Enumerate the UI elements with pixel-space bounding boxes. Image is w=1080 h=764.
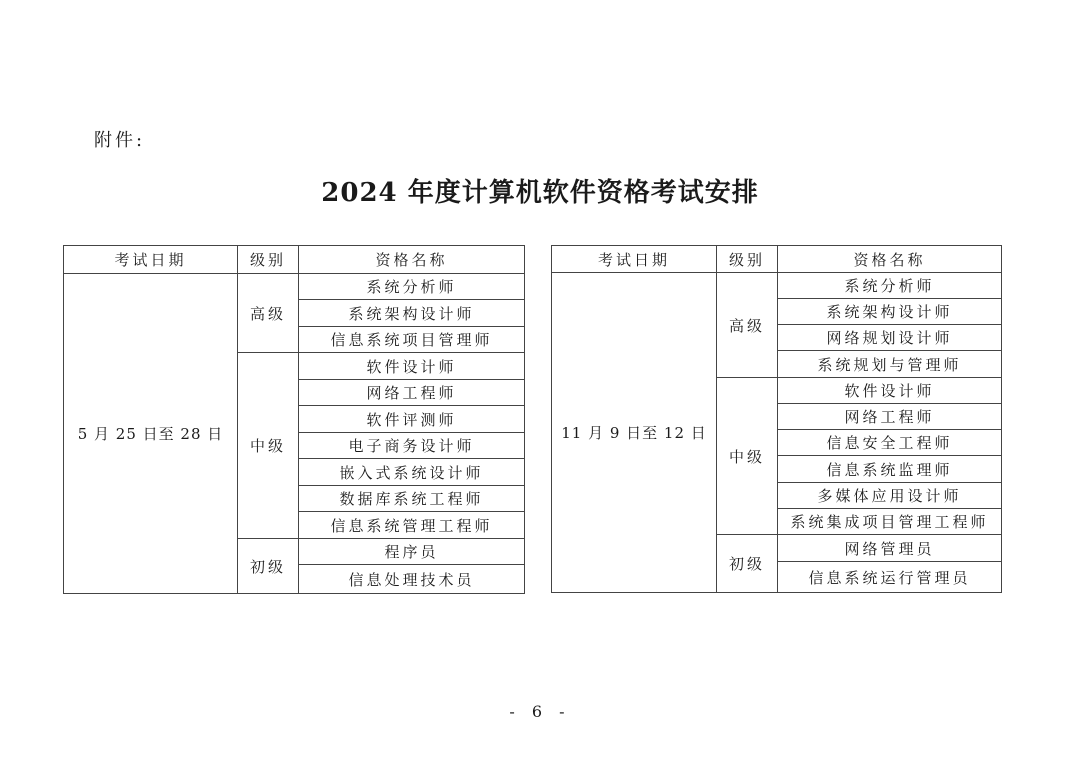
level-cell-junior: 初级 xyxy=(717,535,778,593)
qualification-name-cell: 信息系统项目管理师 xyxy=(299,327,525,353)
exam-schedule-table-first-half xyxy=(63,245,525,594)
qualification-name-cell: 系统架构设计师 xyxy=(299,300,525,327)
qualification-name-cell: 系统分析师 xyxy=(778,273,1002,299)
header-exam-date: 考试日期 xyxy=(64,246,238,274)
qualification-name-cell: 程序员 xyxy=(299,539,525,565)
header-level: 级别 xyxy=(717,246,778,273)
qualification-name-cell: 信息处理技术员 xyxy=(299,565,525,594)
attachment-label: 附件: xyxy=(94,130,146,151)
level-cell-intermediate: 中级 xyxy=(238,353,299,539)
document-title: 2024 年度计算机软件资格考试安排 xyxy=(321,178,759,208)
qualification-name-cell: 信息系统管理工程师 xyxy=(299,512,525,539)
qualification-name-cell: 系统集成项目管理工程师 xyxy=(778,509,1002,535)
page-number: - 6 - xyxy=(509,702,571,721)
qualification-name-cell: 多媒体应用设计师 xyxy=(778,483,1002,509)
level-cell-intermediate: 中级 xyxy=(717,378,778,535)
header-level: 级别 xyxy=(238,246,299,274)
exam-date-cell: 11 月 9 日至 12 日 xyxy=(552,273,717,593)
header-qualification-name: 资格名称 xyxy=(299,246,525,274)
qualification-name-cell: 嵌入式系统设计师 xyxy=(299,459,525,486)
header-exam-date: 考试日期 xyxy=(552,246,717,273)
exam-schedule-table-second-half xyxy=(551,245,1002,593)
qualification-name-cell: 系统架构设计师 xyxy=(778,299,1002,325)
qualification-name-cell: 网络规划设计师 xyxy=(778,325,1002,351)
qualification-name-cell: 电子商务设计师 xyxy=(299,433,525,459)
level-cell-senior: 高级 xyxy=(717,273,778,378)
qualification-name-cell: 数据库系统工程师 xyxy=(299,486,525,512)
exam-date-cell: 5 月 25 日至 28 日 xyxy=(64,274,238,594)
qualification-name-cell: 网络工程师 xyxy=(299,380,525,406)
qualification-name-cell: 软件设计师 xyxy=(299,353,525,380)
level-cell-junior: 初级 xyxy=(238,539,299,594)
qualification-name-cell: 系统分析师 xyxy=(299,274,525,300)
qualification-name-cell: 软件设计师 xyxy=(778,378,1002,404)
qualification-name-cell: 信息系统运行管理员 xyxy=(778,562,1002,593)
qualification-name-cell: 信息系统监理师 xyxy=(778,456,1002,483)
qualification-name-cell: 信息安全工程师 xyxy=(778,430,1002,456)
qualification-name-cell: 网络工程师 xyxy=(778,404,1002,430)
qualification-name-cell: 系统规划与管理师 xyxy=(778,351,1002,378)
level-cell-senior: 高级 xyxy=(238,274,299,353)
qualification-name-cell: 网络管理员 xyxy=(778,535,1002,562)
qualification-name-cell: 软件评测师 xyxy=(299,406,525,433)
header-qualification-name: 资格名称 xyxy=(778,246,1002,273)
